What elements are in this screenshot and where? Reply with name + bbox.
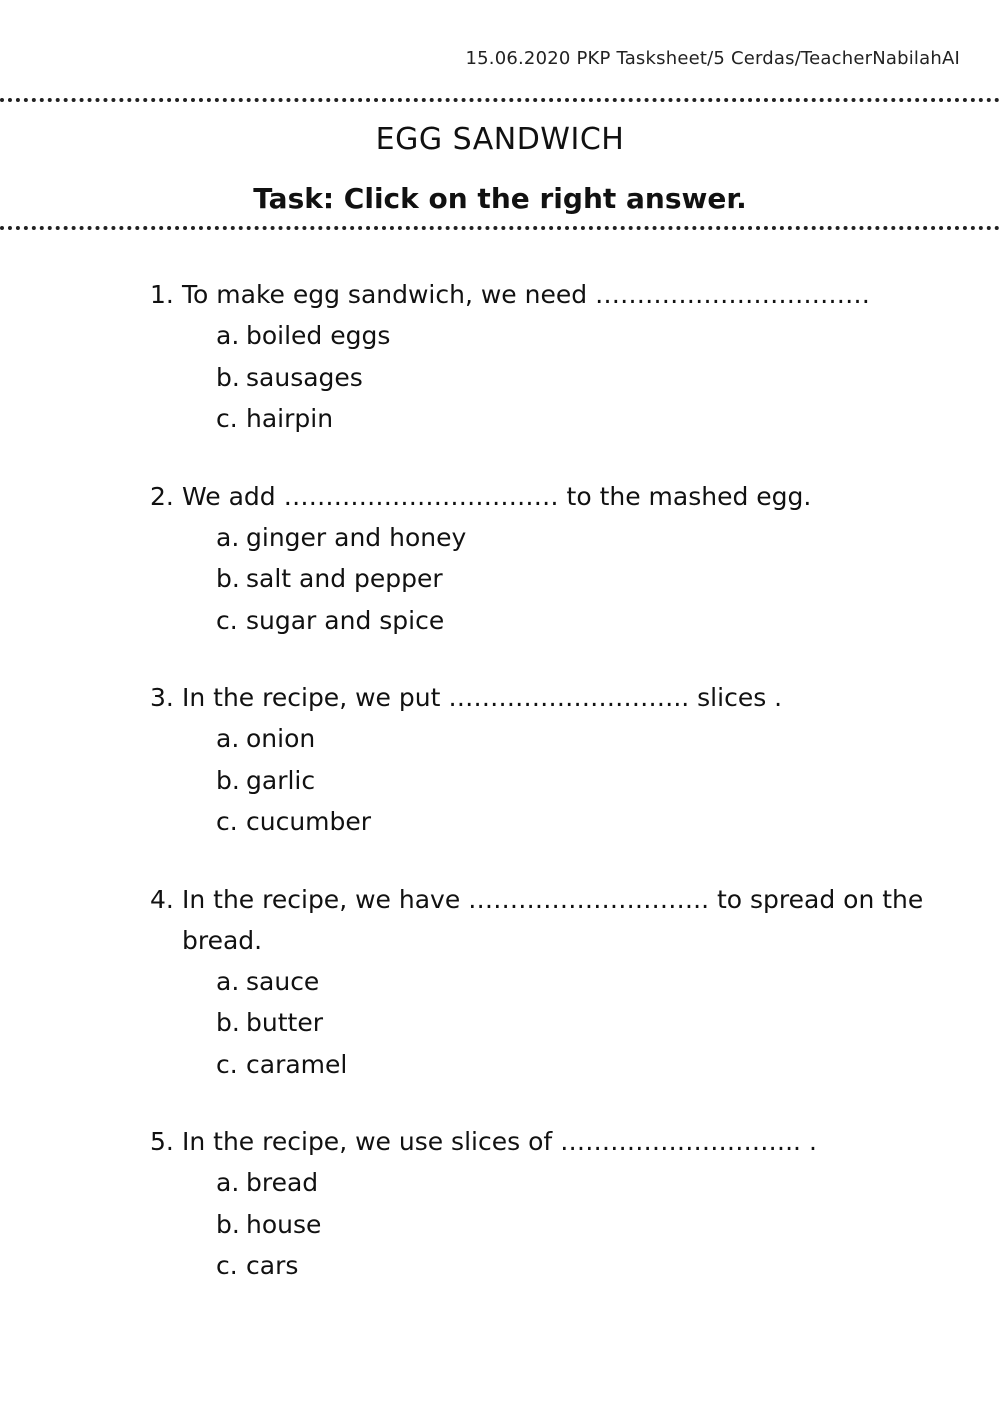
answer-options	[150, 517, 930, 642]
option-text: cucumber	[246, 807, 372, 836]
answer-option-a[interactable]	[216, 517, 930, 559]
question-5	[150, 1121, 930, 1287]
option-text: salt and pepper	[246, 564, 443, 593]
answer-options	[150, 961, 930, 1086]
answer-option-c[interactable]	[216, 801, 930, 843]
answer-option-a[interactable]	[216, 961, 930, 1003]
option-letter: c.	[216, 404, 238, 433]
option-letter: a.	[216, 724, 240, 753]
option-letter: c.	[216, 807, 238, 836]
option-text: bread	[246, 1168, 319, 1197]
option-letter: c.	[216, 1049, 238, 1079]
question-stem	[150, 476, 930, 517]
option-letter: c.	[216, 1251, 238, 1280]
option-text: cars	[246, 1251, 299, 1280]
question-text: We add …………………………… to the mashed egg.	[182, 481, 812, 511]
answer-option-b[interactable]	[216, 558, 930, 600]
top-divider	[0, 98, 1000, 102]
question-text: In the recipe, we use slices of ……………………….. .	[182, 1127, 817, 1156]
option-text: house	[246, 1209, 322, 1239]
answer-option-c[interactable]	[216, 398, 930, 440]
question-stem	[150, 677, 930, 718]
question-stem	[150, 274, 930, 315]
question-number: 4.	[150, 884, 174, 914]
answer-options	[150, 315, 930, 440]
option-letter: b.	[216, 765, 240, 795]
question-number: 2.	[150, 481, 174, 511]
question-number: 3.	[150, 683, 174, 712]
option-text: caramel	[246, 1049, 348, 1079]
option-text: butter	[246, 1008, 323, 1037]
option-text: ginger and honey	[246, 522, 467, 552]
answer-option-c[interactable]	[216, 1245, 930, 1287]
answer-option-c[interactable]	[216, 1044, 930, 1086]
option-letter: a.	[216, 321, 240, 350]
option-letter: a.	[216, 1168, 240, 1197]
question-stem	[150, 1121, 930, 1162]
question-1	[150, 274, 930, 440]
answer-option-a[interactable]	[216, 315, 930, 357]
question-text: In the recipe, we put ……………………….. slices .	[182, 683, 783, 712]
answer-option-b[interactable]	[216, 357, 930, 399]
bottom-divider	[0, 226, 1000, 230]
page-title: EGG SANDWICH	[375, 122, 625, 157]
question-number: 1.	[150, 280, 174, 309]
task-instruction: Task: Click on the right answer.	[253, 182, 747, 215]
answer-options	[150, 1162, 930, 1287]
option-text: boiled eggs	[246, 321, 391, 350]
question-3	[150, 677, 930, 843]
option-text: sugar and spice	[246, 605, 445, 635]
option-letter: a.	[216, 966, 240, 996]
answer-option-b[interactable]	[216, 1002, 930, 1044]
question-stem	[150, 879, 930, 961]
question-text: To make egg sandwich, we need ……………………………	[182, 280, 871, 309]
option-text: sausages	[246, 362, 363, 392]
answer-option-a[interactable]	[216, 718, 930, 760]
option-letter: c.	[216, 605, 238, 635]
header-meta: 15.06.2020 PKP Tasksheet/5 Cerdas/TeacherNabilahAI	[465, 48, 960, 69]
option-letter: b.	[216, 362, 240, 392]
question-list	[150, 274, 930, 1323]
option-letter: b.	[216, 1008, 240, 1037]
option-letter: b.	[216, 564, 240, 593]
question-2	[150, 476, 930, 642]
option-letter: a.	[216, 522, 240, 552]
option-text: onion	[246, 724, 316, 753]
answer-option-a[interactable]	[216, 1162, 930, 1204]
question-number: 5.	[150, 1127, 174, 1156]
answer-options	[150, 718, 930, 843]
question-4	[150, 879, 930, 1086]
option-text: hairpin	[246, 404, 334, 433]
question-text: In the recipe, we have ……………………….. to spread on the bread.	[182, 884, 924, 955]
answer-option-c[interactable]	[216, 600, 930, 642]
option-letter: b.	[216, 1209, 240, 1239]
option-text: sauce	[246, 966, 320, 996]
answer-option-b[interactable]	[216, 1204, 930, 1246]
option-text: garlic	[246, 765, 316, 795]
answer-option-b[interactable]	[216, 760, 930, 802]
